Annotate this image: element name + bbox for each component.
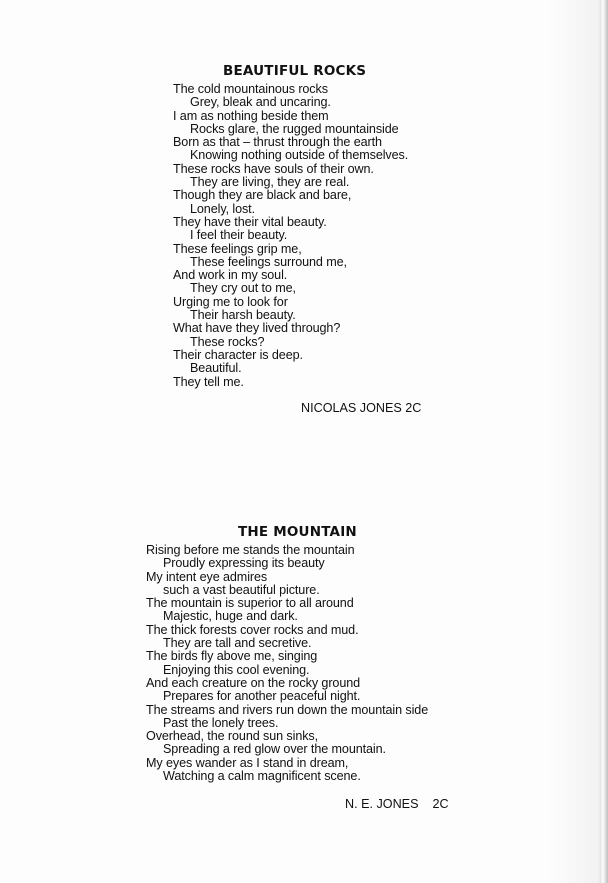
poem-line: Enjoying this cool evening. — [163, 662, 310, 677]
poem-line: What have they lived through? — [173, 321, 341, 336]
poem-line: Rocks glare, the rugged mountainside — [190, 121, 399, 136]
poem-line: Overhead, the round sun sinks, — [146, 729, 319, 744]
poem-line: Proudly expressing its beauty — [163, 556, 325, 571]
poem-line: They tell me. — [173, 374, 244, 389]
poem-line: These rocks? — [190, 334, 265, 349]
poem-line: Spreading a red glow over the mountain. — [163, 742, 386, 757]
poem-line: Prepares for another peaceful night. — [163, 689, 361, 704]
poem-line: Beautiful. — [190, 361, 242, 376]
poem-body — [173, 83, 408, 389]
poem-line: They are tall and secretive. — [163, 636, 312, 651]
poem-line: Their character is deep. — [173, 347, 303, 362]
poem-line: Majestic, huge and dark. — [163, 609, 298, 624]
poem-body — [146, 544, 428, 783]
poem-line: The thick forests cover rocks and mud. — [146, 622, 359, 637]
poem-line: My intent eye admires — [146, 569, 268, 584]
poem-line: such a vast beautiful picture. — [163, 582, 320, 597]
poem-line: Rising before me stands the mountain — [146, 543, 355, 557]
poem-author: N. E. JONES 2C — [345, 797, 449, 811]
poem-author: NICOLAS JONES 2C — [301, 401, 422, 415]
poem-line: The cold mountainous rocks — [173, 82, 328, 96]
poem-line: The mountain is superior to all around — [146, 596, 354, 611]
poem-title: THE MOUNTAIN — [238, 524, 357, 540]
poem-line: These rocks have souls of their own. — [173, 161, 374, 176]
poem-line: They cry out to me, — [190, 281, 296, 296]
poem-line: They have their vital beauty. — [173, 214, 327, 229]
poem-line: I am as nothing beside them — [173, 108, 329, 123]
poem-line: Knowing nothing outside of themselves. — [190, 148, 409, 163]
poem-line: Though they are black and bare, — [173, 188, 352, 203]
page-shadow — [548, 0, 598, 883]
poem-line: Born as that – thrust through the earth — [173, 135, 382, 150]
poem-title: BEAUTIFUL ROCKS — [223, 63, 367, 79]
poem-line: Lonely, lost. — [190, 201, 255, 216]
poem-line: These feelings grip me, — [173, 241, 302, 256]
poem-line: And work in my soul. — [173, 268, 288, 283]
poem-line: Past the lonely trees. — [163, 715, 279, 730]
poem-line: These feelings surround me, — [190, 254, 347, 269]
poem-line: The streams and rivers run down the mountain side — [146, 702, 429, 717]
poem-line: Urging me to look for — [173, 294, 288, 309]
poem-line: Watching a calm magnificent scene. — [163, 769, 361, 784]
poem-line: And each creature on the rocky ground — [146, 675, 361, 690]
poem-line: Their harsh beauty. — [190, 308, 296, 323]
poem-line: The birds fly above me, singing — [146, 649, 318, 664]
page-edge — [598, 0, 608, 883]
poem-line: Grey, bleak and uncaring. — [190, 95, 331, 110]
poem-line: They are living, they are real. — [190, 175, 350, 190]
poem-line: My eyes wander as I stand in dream, — [146, 755, 349, 770]
poem-line: I feel their beauty. — [190, 228, 288, 243]
